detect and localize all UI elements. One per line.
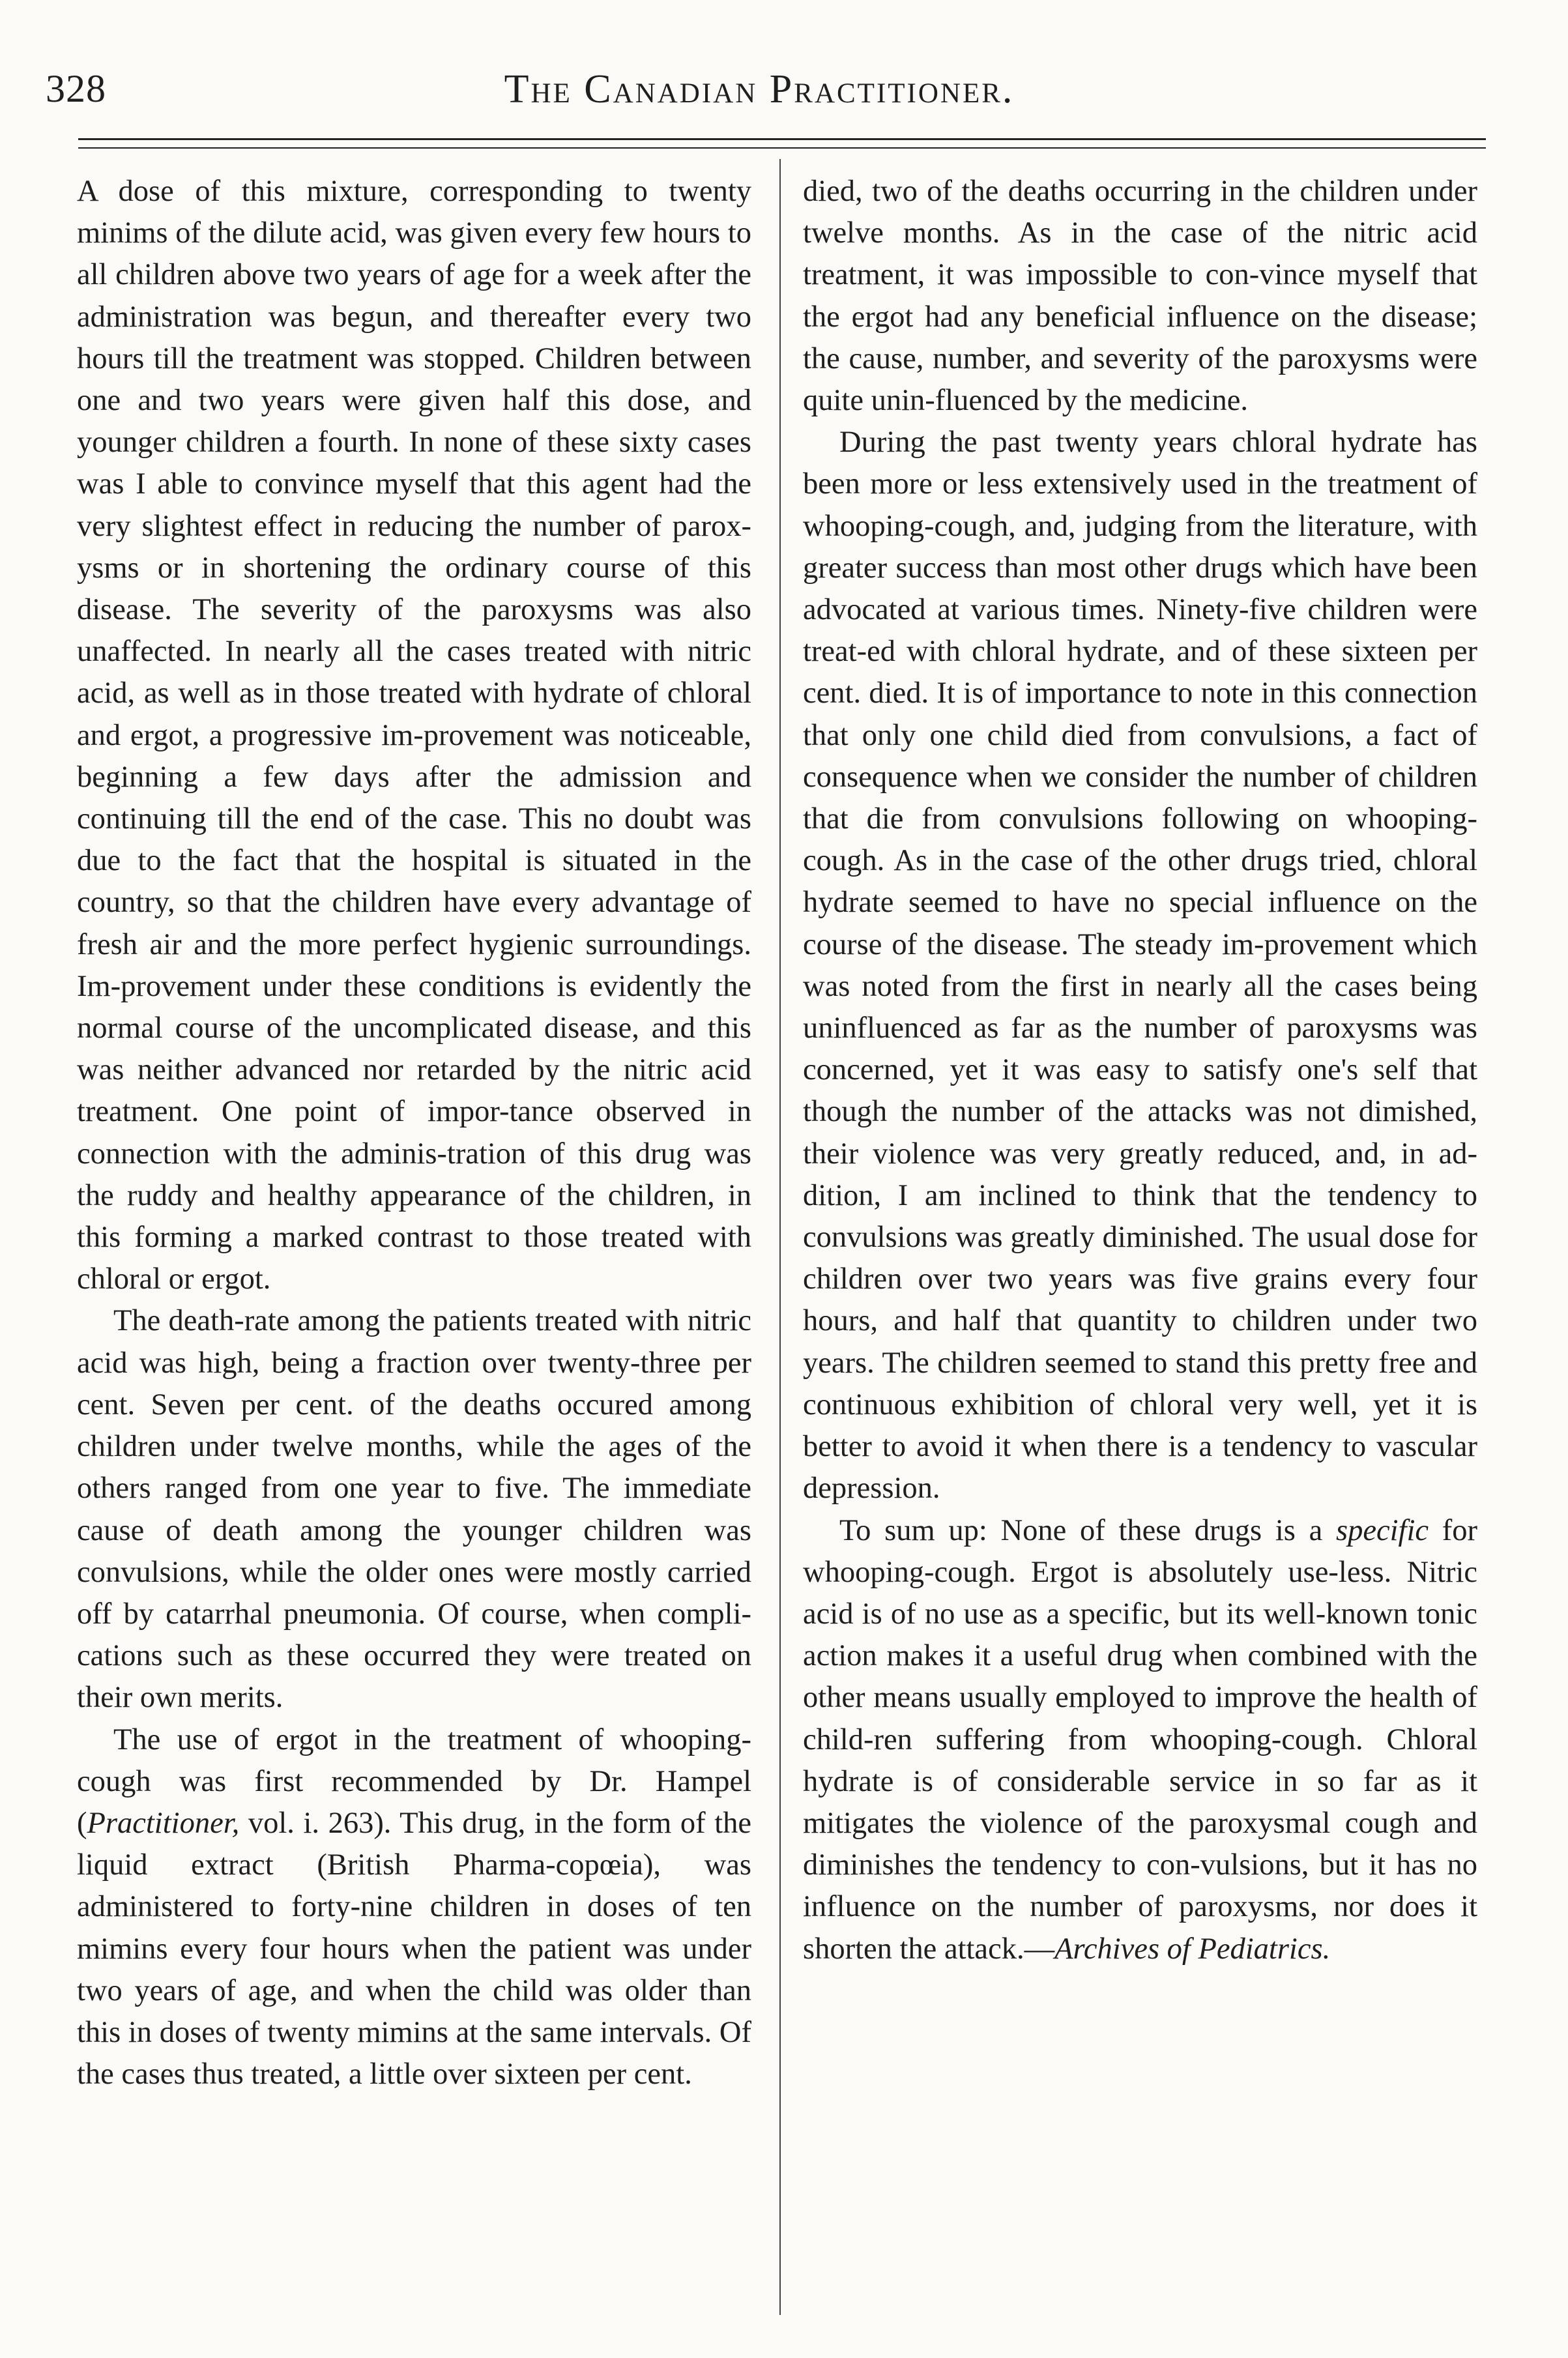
paragraph-chloral-hydrate: During the past twenty years chloral hydrate has been more or less extensively used in the treatment of whooping-cough, and, judging from the literature, with greater success than most other drugs which have been advocated at various times. Ninety-five children were treat-ed with chloral hydrate, and of these sixteen per cent. died. It is of importance to note in this connection that only one child died from convulsions, a fact of consequence when we consider the number of children that die from convulsions following on whooping-cough. As in the case of the other drugs tried, chloral hydrate seemed to have no special influence on the course of the disease. The steady im-provement which was noted from the first in nearly all the cases being uninfluenced as far as the number of paroxysms was concerned, yet it was easy to satisfy one's self that though the number of the attacks was not dimished, their violence was very greatly reduced, and, in ad-dition, I am inclined to think that the tendency to convulsions was greatly diminished. The usual dose for children over two years was five grains every four hours, and half that quantity to children under two years. The children seemed to stand this pretty free and continuous exhibition of chloral very well, yet it is better to avoid it when there is a tendency to vascular depression. — [803, 426, 1477, 1506]
header-rule — [78, 138, 1486, 140]
summary-text-end: for whooping-cough. Ergot is absolutely use-less. Nitric acid is of no use as a specific, but its well-known tonic action makes it a useful drug when combined with the other means usually employed to improve the health of child-ren suffering from whooping-cough. Chloral hydrate is of considerable service in so far as it mitigates the violence of the paroxysmal cough and diminishes the tendency to con-vulsions, but it has no influence on the number of paroxysms, nor does it shorten the attack.— — [803, 1513, 1477, 1966]
running-title: The Canadian Practitioner. — [504, 67, 1015, 111]
paragraph-summary — [803, 1510, 1477, 1970]
paragraph-death-rate: The death-rate among the patients treated with nitric acid was high, being a fraction over twenty-three per cent. Seven per cent. of the deaths occured among children under twelve months, while the ages of the others ranged from one year to five. The immediate cause of death among the younger children was convulsions, while the older ones were mostly carried off by catarrhal pneumonia. Of course, when compli-cations such as these occurred they were treated on their own merits. — [77, 1304, 751, 1715]
page-number: 328 — [46, 67, 106, 110]
header-rule-secondary — [78, 147, 1486, 149]
emphasis-specific: specific — [1336, 1513, 1429, 1547]
paragraph-ergot-continued: died, two of the deaths occurring in the children under twelve months. As in the case of the nitric acid treatment, it was impossible to con-vince myself that the ergot had any beneficial influence on the disease; the cause, number, and severity of the paroxysms were quite unin-fluenced by the medicine. — [803, 175, 1477, 418]
paragraph-nitric-acid-dose: A dose of this mixture, corresponding to twenty minims of the dilute acid, was given every few hours to all children above two years of age for a week after the administration was begun, and thereafter every two hours till the treatment was stopped. Children between one and two years were given half this dose, and younger children a fourth. In none of these sixty cases was I able to convince myself that this agent had the very slightest effect in reducing the number of parox-ysms or in shortening the ordinary course of this disease. The severity of the paroxysms was also unaffected. In nearly all the cases treated with nitric acid, as well as in those treated with hydrate of chloral and ergot, a progressive im-provement was noticeable, beginning a few days after the admission and continuing till the end of the case. This no doubt was due to the fact that the hospital is situated in the country, so that the children have every advantage of fresh air and the more perfect hygienic surroundings. Im-provement under these conditions is evidently the normal course of the uncomplicated disease, and this was neither advanced nor retarded by the nitric acid treatment. One point of impor-tance observed in connection with the adminis-tration of this drug was the ruddy and healthy appearance of the children, in this forming a marked contrast to those treated with chloral or ergot. — [77, 175, 751, 1296]
summary-text-start: To sum up: None of these drugs is a — [839, 1513, 1336, 1547]
column-divider — [779, 159, 781, 2315]
page-header — [46, 57, 1473, 129]
source-citation: Archives of Pediatrics. — [1054, 1932, 1331, 1966]
right-column — [803, 171, 1477, 1970]
citation-practitioner: Practitioner, — [87, 1806, 240, 1840]
ergot-text-start: The use of ergot in the treatment of whooping-cough was first recommended by Dr. Hampel ( — [77, 1723, 751, 1840]
paragraph-ergot — [77, 1719, 751, 2096]
ergot-text-end: vol. i. 263). This drug, in the form of the liquid extract (British Pharma-copœia), was administered to forty-nine children in doses of ten mimins every four hours when the patient was under two years of age, and when the child was older than this in doses of twenty mimins at the same intervals. Of the cases thus treated, a little over sixteen per cent. — [77, 1806, 751, 2091]
left-column — [77, 171, 751, 2095]
